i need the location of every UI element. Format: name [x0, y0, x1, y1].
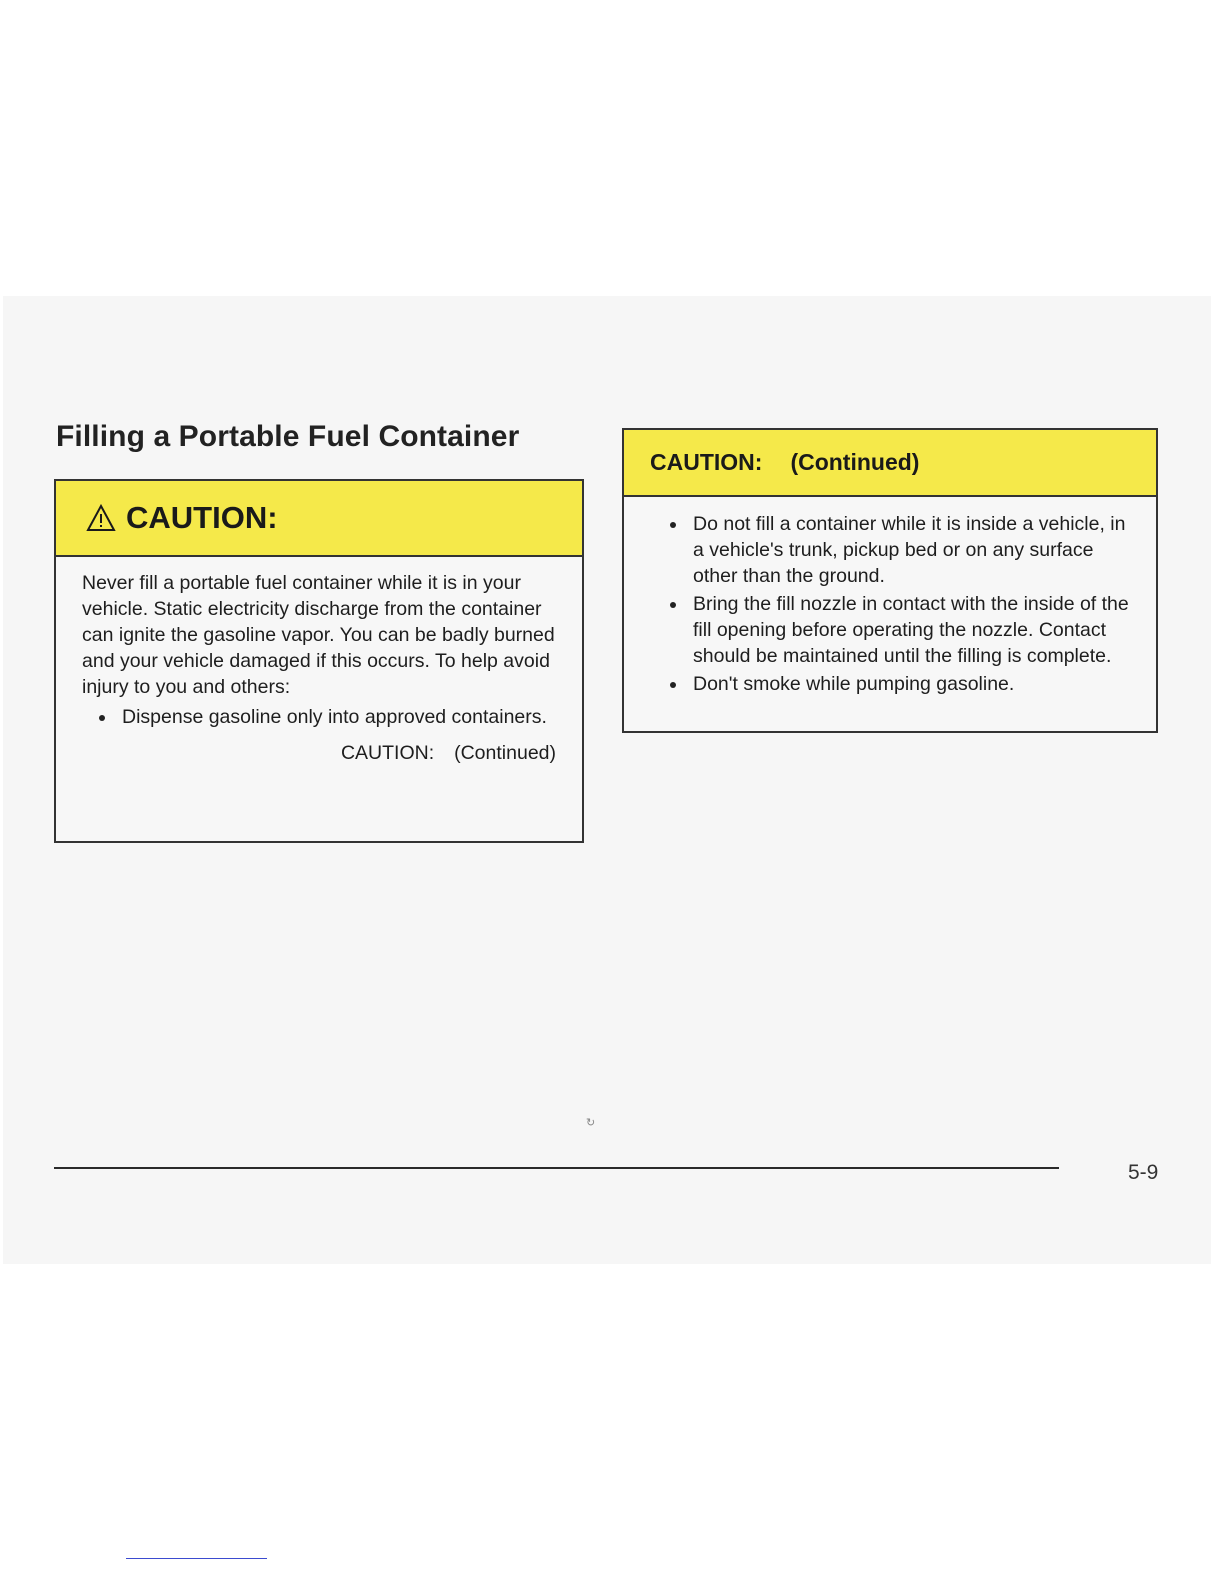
list-item [668, 671, 1134, 697]
scan-mark: ↻ [586, 1117, 596, 1129]
continued-suffix: (Continued) [454, 742, 556, 764]
bullet-text: Don't smoke while pumping gasoline. [693, 673, 1015, 695]
bullet-text: Do not fill a container while it is inside a vehicle, in a vehicle's trunk, pickup bed or on any surface other than the ground. [693, 513, 1126, 587]
caution-body [56, 557, 582, 766]
caution-header [56, 481, 582, 557]
bullet-icon [99, 715, 105, 721]
continued-label: CAUTION: [340, 742, 435, 764]
continued-note [82, 740, 558, 766]
bullet-text: Bring the fill nozzle in contact with the inside of the fill opening before operating the nozzle. Contact should be maintained until the filling is complete. [693, 593, 1129, 667]
caution-header [624, 430, 1156, 497]
page-number: 5-9 [1128, 1161, 1159, 1184]
caution-paragraph: Never fill a portable fuel container while it is in your vehicle. Static electricity discharge from the container can ignite the gasoline vapor. You can be badly burned and your vehicle damaged if this occurs. To help avoid injury to you and others: [82, 572, 555, 698]
list-item [668, 591, 1134, 669]
caution-title: CAUTION: [650, 449, 763, 475]
bullet-text: Dispense gasoline only into approved containers. [122, 706, 547, 728]
link-underline [126, 1558, 267, 1559]
caution-body [624, 497, 1156, 697]
bullet-icon [670, 682, 676, 688]
warning-triangle-icon [86, 504, 116, 532]
bullet-icon [670, 522, 676, 528]
list-item [97, 704, 558, 730]
list-item [668, 511, 1134, 589]
section-heading: Filling a Portable Fuel Container [56, 420, 520, 453]
caution-title: CAUTION: [126, 500, 278, 535]
caution-bullet-list [668, 511, 1134, 697]
caution-continued-box [622, 428, 1158, 733]
caution-bullet-list [97, 704, 558, 730]
footer-rule [54, 1167, 1059, 1169]
caution-box [54, 479, 584, 843]
bullet-icon [670, 602, 676, 608]
caution-title-suffix: (Continued) [790, 449, 920, 475]
